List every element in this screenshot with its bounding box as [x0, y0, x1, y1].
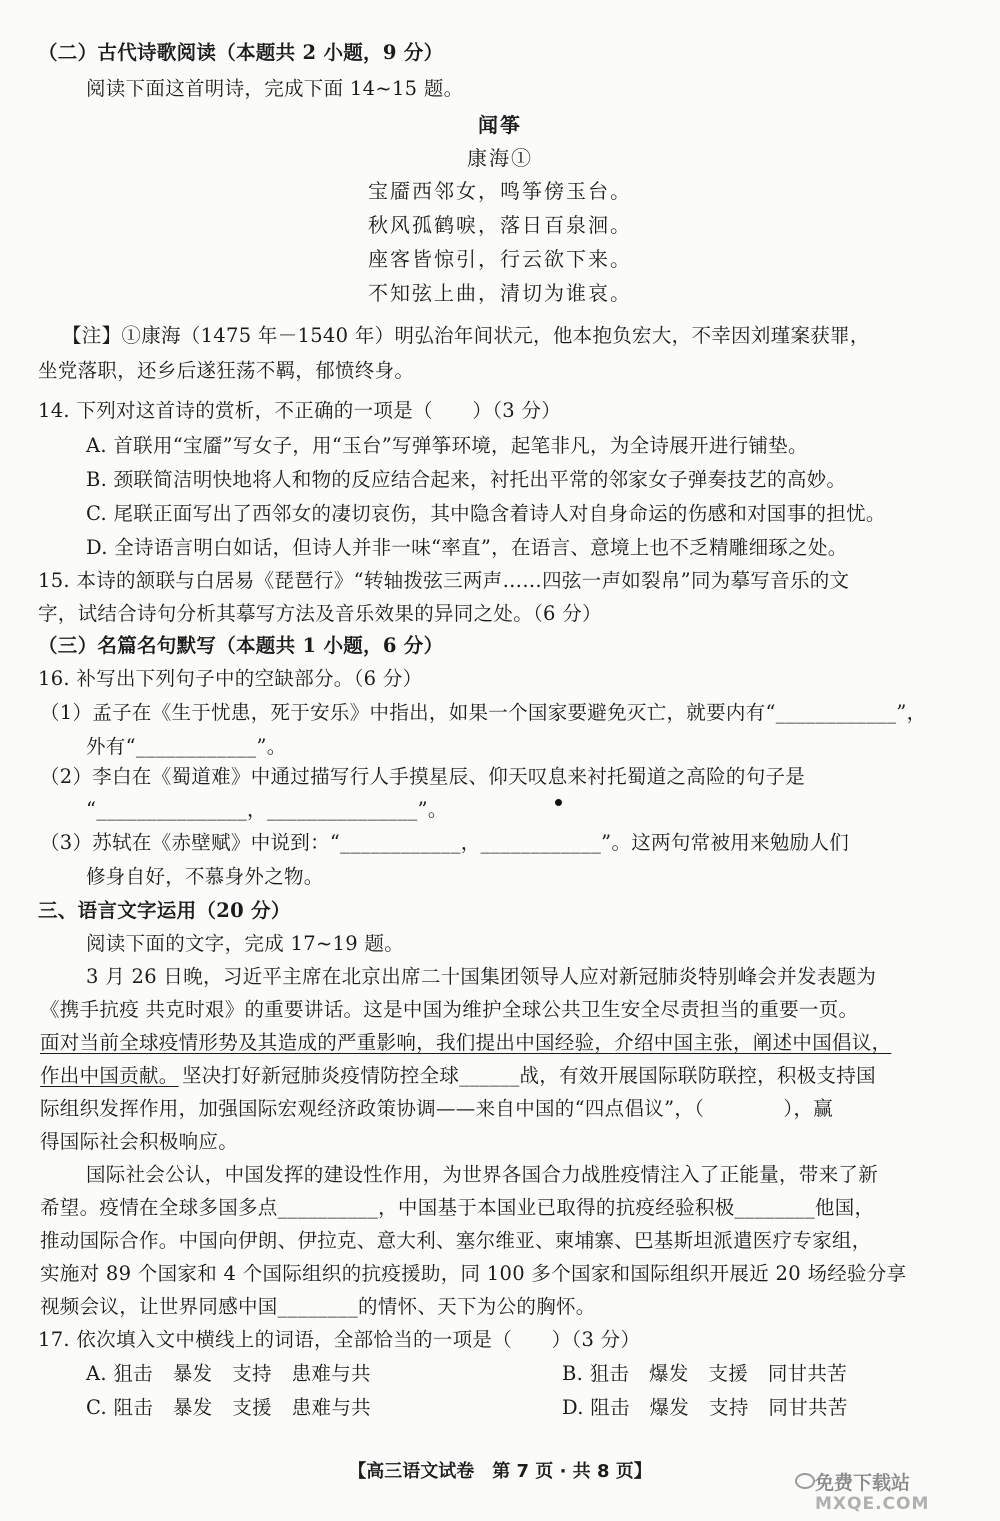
section-language-intro: 阅读下面的文字，完成 17~19 题。: [86, 932, 405, 955]
poem-line: 不知弦上曲，清切为谁哀。: [368, 281, 632, 305]
passage-line: 坚决打好新冠肺炎疫情防控全球______战，有效开展国际联防联控，积极支持国: [182, 1064, 876, 1087]
q16-stem: 16. 补写出下列句子中的空缺部分。（6 分）: [38, 667, 423, 690]
q15-text-line: 字，试结合诗句分析其摹写方法及音乐效果的异同之处。（6 分）: [38, 602, 602, 625]
q16-part1-line: 外有“____________”。: [86, 735, 287, 758]
q15-text-line: 15. 本诗的颔联与白居易《琵琶行》“转轴拨弦三两声……四弦一声如裂帛”同为摹写音乐的文: [38, 569, 850, 592]
q17-option-d: D. 阻击 爆发 支持 同甘共苦: [562, 1396, 848, 1419]
poem-note-line: 【注】①康海（1475 年－1540 年）明弘治年间状元，他本抱负宏大，不幸因刘瑾案获罪，: [62, 324, 870, 347]
poem-note-line: 坐党落职，还乡后遂狂荡不羁，郁愤终身。: [38, 359, 415, 382]
poem-author: 康海①: [467, 146, 533, 170]
passage-line-underlined: 作出中国贡献。: [40, 1064, 179, 1087]
q14-option-d: D. 全诗语言明白如话，但诗人并非一味“率直”，在语言、意境上也不乏精雕细琢之处。: [86, 536, 848, 559]
passage-line: 视频会议，让世界同感中国________的情怀、天下为公的胸怀。: [40, 1295, 596, 1318]
ink-dot: [555, 799, 562, 806]
passage-line: 《携手抗疫 共克时艰》的重要讲话。这是中国为维护全球公共卫生安全尽责担当的重要一页。: [40, 998, 859, 1021]
q16-part3-line: （3）苏轼在《赤壁赋》中说到：“____________，____________”。这两句常被用来勉励人们: [40, 831, 850, 854]
q14-option-a: A. 首联用“宝靥”写女子，用“玉台”写弹筝环境，起笔非凡，为全诗展开进行铺垫。: [86, 434, 808, 457]
q17-option-c: C. 阻击 暴发 支援 患难与共: [86, 1396, 371, 1419]
site-watermark: [805, 1440, 995, 1518]
q14-stem: 14. 下列对这首诗的赏析，不正确的一项是（ ）（3 分）: [38, 399, 562, 422]
wechat-icon: [795, 1473, 815, 1489]
passage-line-underlined: 面对当前全球疫情形势及其造成的严重影响，我们提出中国经验，介绍中国主张，阐述中国倡议，: [40, 1031, 892, 1054]
q17-option-a: A. 狙击 暴发 支持 患难与共: [86, 1362, 371, 1385]
passage-line: 希望。疫情在全球多国多点__________，中国基于本国业已取得的抗疫经验积极________他国，: [40, 1196, 875, 1219]
section-famous-heading: （三）名篇名句默写（本题共 1 小题，6 分）: [38, 634, 444, 657]
q16-part3-line: 修身自好，不慕身外之物。: [86, 865, 324, 888]
q14-option-c: C. 尾联正面写出了西邻女的凄切哀伤，其中隐含着诗人对自身命运的伤感和对国事的担忧。: [86, 502, 886, 525]
poem-line: 秋风孤鹤唳，落日百泉洄。: [368, 213, 632, 237]
passage-line: 际组织发挥作用，加强国际宏观经济政策协调——来自中国的“四点倡议”，（ ），赢: [40, 1097, 834, 1120]
page-footer: 【高三语文试卷 第 7 页 · 共 8 页】: [348, 1461, 652, 1482]
poem-title: 闻筝: [478, 113, 522, 137]
section-language-heading: 三、语言文字运用（20 分）: [38, 899, 291, 922]
poem-line: 宝靥西邻女，鸣筝傍玉台。: [368, 179, 632, 203]
section-poetry-heading: （二）古代诗歌阅读（本题共 2 小题，9 分）: [38, 41, 444, 64]
q14-option-b: B. 颈联简洁明快地将人和物的反应结合起来，衬托出平常的邻家女子弹奏技艺的高妙。: [86, 468, 847, 491]
passage-line: 国际社会公认，中国发挥的建设性作用，为世界各国合力战胜疫情注入了正能量，带来了新: [86, 1163, 879, 1186]
passage-line: 3 月 26 日晚，习近平主席在北京出席二十国集团领导人应对新冠肺炎特别峰会并发表题为: [86, 965, 877, 988]
poem-line: 座客皆惊引，行云欲下来。: [368, 247, 632, 271]
watermark-text: 免费下载站: [815, 1472, 911, 1494]
q17-stem: 17. 依次填入文中横线上的词语，全部恰当的一项是（ ）（3 分）: [38, 1328, 641, 1351]
passage-line: 推动国际合作。中国向伊朗、伊拉克、意大利、塞尔维亚、柬埔寨、巴基斯坦派遣医疗专家组，: [40, 1229, 872, 1252]
passage-line: 实施对 89 个国家和 4 个国际组织的抗疫援助，同 100 多个国家和国际组织开展近 20 场经验分享: [40, 1262, 907, 1285]
section-poetry-intro: 阅读下面这首明诗，完成下面 14~15 题。: [86, 77, 464, 100]
q16-part1-line: （1）孟子在《生于忧患，死于安乐》中指出，如果一个国家要避免灭亡，就要内有“____________”，: [40, 701, 927, 724]
watermark-url: MXQE.COM: [815, 1494, 930, 1514]
q16-part2-line: “_______________，_______________”。: [86, 798, 448, 821]
passage-line: 得国际社会积极响应。: [40, 1130, 239, 1153]
q16-part2-line: （2）李白在《蜀道难》中通过描写行人手摸星辰、仰天叹息来衬托蜀道之高险的句子是: [40, 765, 806, 788]
q17-option-b: B. 狙击 爆发 支援 同甘共苦: [562, 1362, 848, 1385]
